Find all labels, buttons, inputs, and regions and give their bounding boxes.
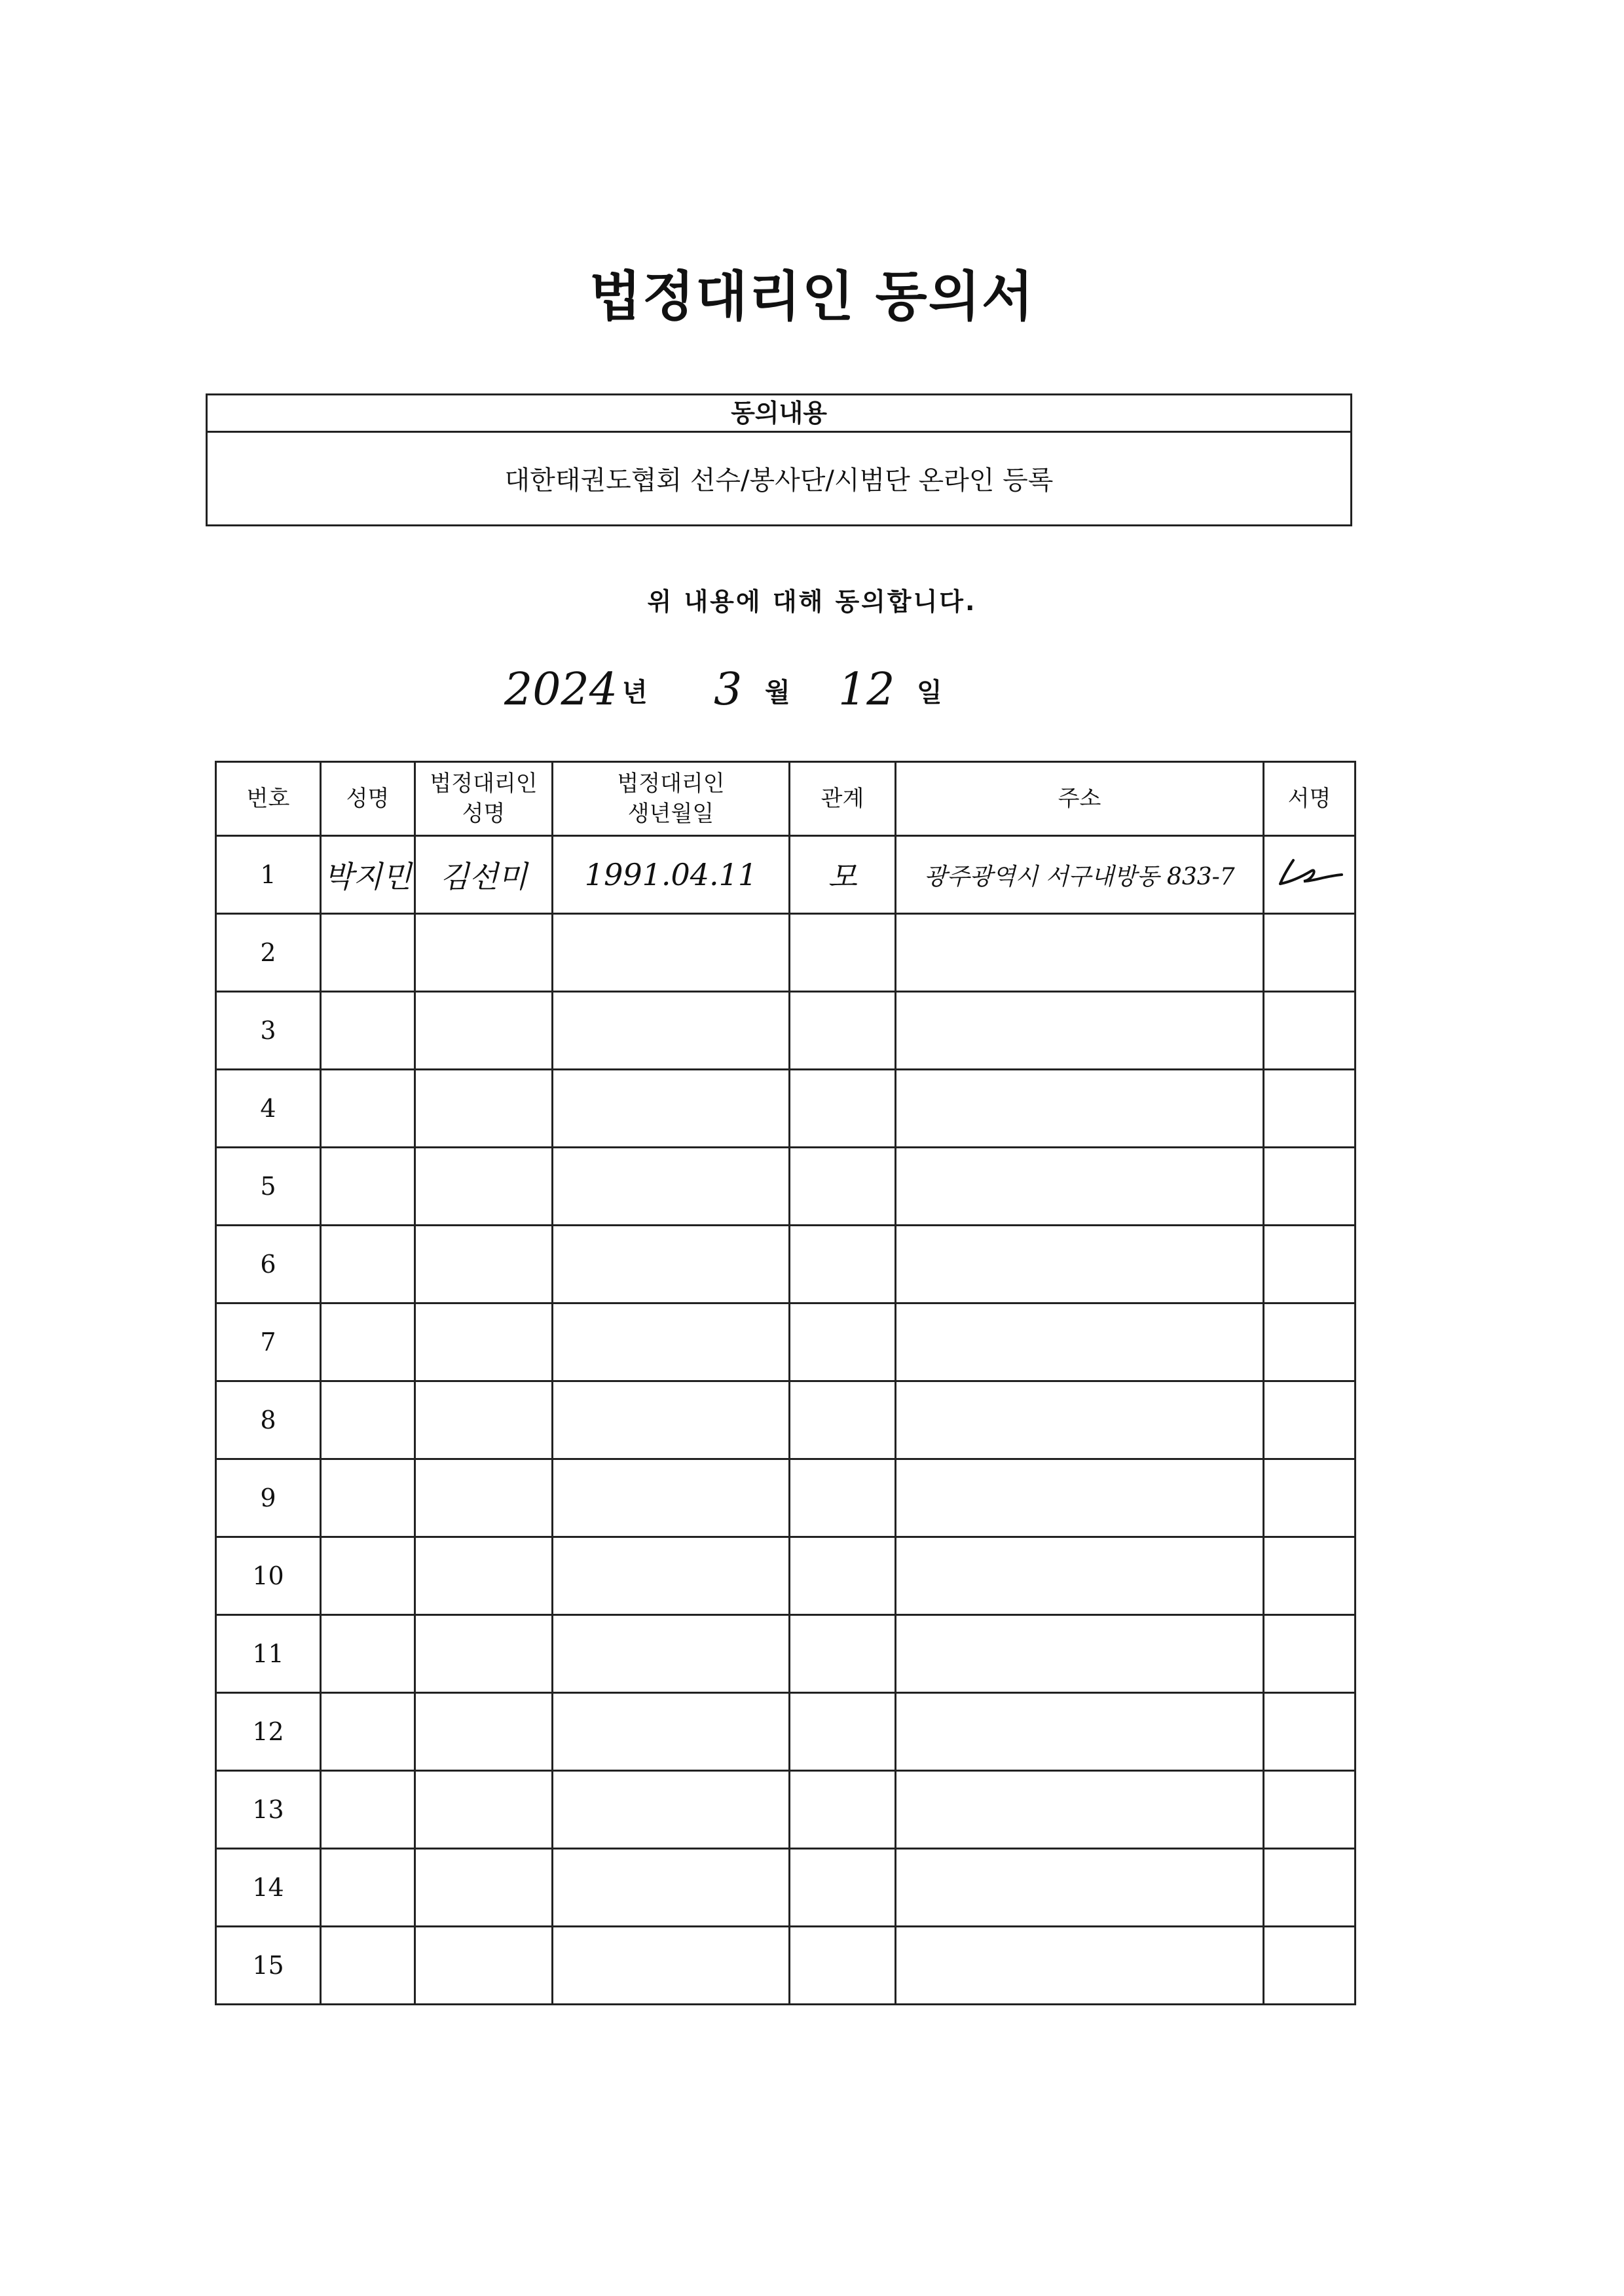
cell-signature [1264,1148,1356,1226]
cell-guardian-birthdate [553,1927,790,2005]
cell-number: 14 [216,1849,321,1927]
cell-guardian-birthdate [553,1537,790,1615]
cell-guardian-name [415,1070,553,1148]
cell-guardian-birthdate [553,1148,790,1226]
cell-signature [1264,914,1356,992]
cell-guardian-name [415,1381,553,1459]
cell-name [321,992,415,1070]
cell-guardian-name: 김선미 [415,836,553,914]
cell-signature [1264,1070,1356,1148]
table-row [216,1693,1356,1771]
header-relation: 관계 [790,762,896,836]
cell-relation [790,1693,896,1771]
cell-name [321,1148,415,1226]
table-row [216,1070,1356,1148]
cell-address [896,1927,1264,2005]
cell-signature [1264,1615,1356,1693]
cell-guardian-birthdate [553,1381,790,1459]
cell-guardian-name [415,1303,553,1381]
header-address: 주소 [896,762,1264,836]
cell-name [321,1381,415,1459]
cell-number: 8 [216,1381,321,1459]
cell-address [896,1381,1264,1459]
cell-relation [790,1303,896,1381]
cell-name [321,1615,415,1693]
cell-guardian-birthdate [553,1459,790,1537]
cell-guardian-name [415,1771,553,1849]
date-line [498,655,1153,727]
cell-signature [1264,1537,1356,1615]
cell-guardian-birthdate [553,1070,790,1148]
cell-guardian-name [415,1927,553,2005]
cell-name [321,1226,415,1303]
cell-name [321,1537,415,1615]
cell-name [321,1693,415,1771]
cell-guardian-name [415,1148,553,1226]
header-signature: 서명 [1264,762,1356,836]
cell-address [896,1771,1264,1849]
cell-address [896,1459,1264,1537]
table-row [216,1537,1356,1615]
cell-address [896,1849,1264,1927]
cell-relation: 모 [790,836,896,914]
cell-number: 9 [216,1459,321,1537]
cell-signature [1264,992,1356,1070]
cell-number: 2 [216,914,321,992]
header-guardian-birthdate: 법정대리인 생년월일 [553,762,790,836]
guardian-table [215,761,1356,2005]
cell-guardian-name [415,1693,553,1771]
cell-relation [790,992,896,1070]
cell-number: 6 [216,1226,321,1303]
table-row [216,1459,1356,1537]
cell-number: 4 [216,1070,321,1148]
cell-guardian-name [415,914,553,992]
consent-heading: 동의내용 [208,395,1350,433]
cell-address [896,1537,1264,1615]
cell-relation [790,1849,896,1927]
cell-name [321,1070,415,1148]
cell-signature [1264,1927,1356,2005]
cell-relation [790,1381,896,1459]
cell-guardian-name [415,1537,553,1615]
cell-signature [1264,1849,1356,1927]
cell-guardian-name [415,992,553,1070]
cell-guardian-birthdate [553,1771,790,1849]
cell-guardian-birthdate [553,1303,790,1381]
table-row [216,1226,1356,1303]
cell-number: 10 [216,1537,321,1615]
table-row [216,1303,1356,1381]
cell-signature [1264,1226,1356,1303]
cell-number: 12 [216,1693,321,1771]
cell-signature [1264,1381,1356,1459]
table-row [216,1381,1356,1459]
table-row [216,914,1356,992]
cell-name [321,1459,415,1537]
cell-relation [790,914,896,992]
header-guardian-name: 법정대리인 성명 [415,762,553,836]
date-day-unit: 일 [917,678,942,708]
cell-address [896,1303,1264,1381]
cell-signature [1264,1303,1356,1381]
cell-address [896,1148,1264,1226]
table-header-row [216,762,1356,836]
agreement-statement: 위 내용에 대해 동의합니다. [647,587,977,616]
cell-guardian-name [415,1615,553,1693]
cell-guardian-birthdate: 1991.04.11 [553,836,790,914]
cell-relation [790,1615,896,1693]
table-row [216,992,1356,1070]
cell-address [896,1693,1264,1771]
table-row [216,1615,1356,1693]
cell-number: 7 [216,1303,321,1381]
date-day: 12 [838,664,895,716]
cell-relation [790,1771,896,1849]
cell-address: 광주광역시 서구내방동 833-7 [896,836,1264,914]
table-row [216,1771,1356,1849]
cell-name [321,1771,415,1849]
cell-guardian-birthdate [553,1693,790,1771]
header-number: 번호 [216,762,321,836]
table-row [216,1148,1356,1226]
cell-name [321,914,415,992]
cell-number: 5 [216,1148,321,1226]
header-name: 성명 [321,762,415,836]
cell-relation [790,1537,896,1615]
cell-guardian-name [415,1226,553,1303]
cell-address [896,992,1264,1070]
table-row [216,836,1356,914]
date-year: 2024 [504,664,618,716]
cell-relation [790,1070,896,1148]
document-title: 법정대리인 동의서 [589,266,1035,328]
cell-signature [1264,1459,1356,1537]
handwritten-signature [1274,855,1346,894]
cell-relation [790,1459,896,1537]
cell-guardian-birthdate [553,1226,790,1303]
cell-relation [790,1226,896,1303]
cell-number: 13 [216,1771,321,1849]
cell-guardian-name [415,1849,553,1927]
consent-body: 대한태권도협회 선수/봉사단/시범단 온라인 등록 [504,465,1054,496]
cell-number: 3 [216,992,321,1070]
table-row [216,1849,1356,1927]
cell-guardian-name [415,1459,553,1537]
cell-number: 11 [216,1615,321,1693]
cell-signature [1264,1771,1356,1849]
cell-signature [1264,836,1356,914]
cell-address [896,1615,1264,1693]
cell-name [321,1927,415,2005]
cell-address [896,914,1264,992]
date-month: 3 [714,664,743,716]
cell-name: 박지민 [321,836,415,914]
cell-signature [1264,1693,1356,1771]
cell-guardian-birthdate [553,992,790,1070]
cell-guardian-birthdate [553,914,790,992]
date-month-unit: 월 [765,678,790,708]
cell-guardian-birthdate [553,1849,790,1927]
cell-number: 1 [216,836,321,914]
cell-address [896,1226,1264,1303]
cell-guardian-birthdate [553,1615,790,1693]
cell-address [896,1070,1264,1148]
date-year-unit: 년 [622,678,648,708]
consent-box [206,393,1352,526]
cell-relation [790,1148,896,1226]
cell-relation [790,1927,896,2005]
table-row [216,1927,1356,2005]
cell-name [321,1303,415,1381]
cell-number: 15 [216,1927,321,2005]
cell-name [321,1849,415,1927]
